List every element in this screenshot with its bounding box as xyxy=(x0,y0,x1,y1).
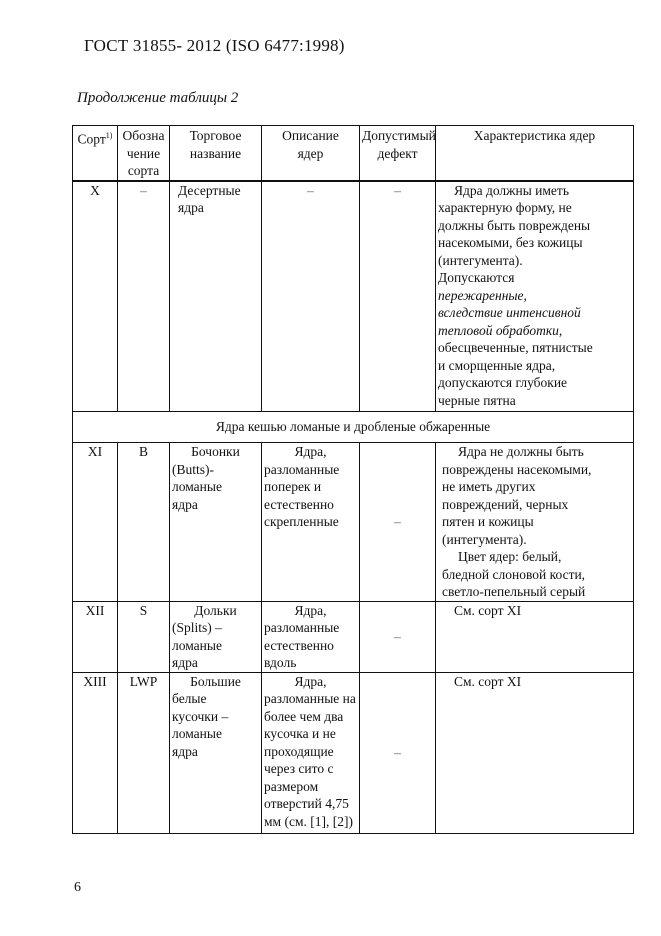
header-characteristics: Характеристика ядер xyxy=(436,126,634,181)
cell-designation: – xyxy=(118,181,170,412)
table-row xyxy=(73,181,634,412)
document-title: ГОСТ 31855- 2012 (ISO 6477:1998) xyxy=(84,36,345,55)
cell-description: – xyxy=(262,181,360,412)
cell-description: Ядра, разломанные естественно вдоль xyxy=(262,601,360,672)
footnote-marker: 1) xyxy=(105,131,113,140)
cell-characteristics: Ядра не должны быть повреждены насекомыми, не иметь других повреждений, черных пятен и кожицы (интегумента). Цвет ядер: белый, бледной слоновой кости, светло-пепельный серый xyxy=(436,443,634,602)
header-designation: Обозна чение сорта xyxy=(118,126,170,181)
cell-trade-name: Большие белые кусочки – ломаные ядра xyxy=(170,672,262,834)
page-number: 6 xyxy=(74,880,81,895)
cell-designation: B xyxy=(118,443,170,602)
cell-trade-name: Десертные ядра xyxy=(170,181,262,412)
cell-defect: – xyxy=(360,443,436,602)
cell-sort: XI xyxy=(73,443,118,602)
header-trade-name: Торговое название xyxy=(170,126,262,181)
header-description: Описание ядер xyxy=(262,126,360,181)
cell-trade-name: Бочонки (Butts)- ломаные ядра xyxy=(170,443,262,602)
cell-description: Ядра, разломанные на более чем два кусочка и не проходящие через сито с размером отверстий 4,75 мм (см. [1], [2]) xyxy=(262,672,360,834)
header-defect: Допустимый дефект xyxy=(360,126,436,181)
cell-trade-name: Дольки (Splits) – ломаные ядра xyxy=(170,601,262,672)
cell-sort: XII xyxy=(73,601,118,672)
header-sort: Сорт$^{1)}$ xyxy=(73,126,118,181)
table-row xyxy=(73,601,634,672)
cell-defect: – xyxy=(360,601,436,672)
cell-designation: LWP xyxy=(118,672,170,834)
section-row xyxy=(73,412,634,443)
cell-sort: X xyxy=(73,181,118,412)
table-row xyxy=(73,672,634,834)
cell-designation: S xyxy=(118,601,170,672)
table-header-row xyxy=(73,126,634,181)
cashew-grades-table xyxy=(72,125,634,834)
cell-description: Ядра, разломанные поперек и естественно скрепленные xyxy=(262,443,360,602)
cell-characteristics: Ядра должны иметь характерную форму, не должны быть повреждены насекомыми, без кожицы (интегумента). Допускаются пережаренные, вследствие интенсивной тепловой обработки, обесцвеченные, пятнистые и сморщенные ядра, допускаются глубокие черные пятна xyxy=(436,181,634,412)
section-heading: Ядра кешью ломаные и дробленые обжаренные xyxy=(73,412,634,443)
cell-defect: – xyxy=(360,181,436,412)
table-row xyxy=(73,443,634,602)
cell-characteristics: См. сорт XI xyxy=(436,672,634,834)
cell-defect: – xyxy=(360,672,436,834)
cell-sort: XIII xyxy=(73,672,118,834)
table-continuation-caption: Продолжение таблицы 2 xyxy=(77,90,239,106)
cell-characteristics: См. сорт XI xyxy=(436,601,634,672)
